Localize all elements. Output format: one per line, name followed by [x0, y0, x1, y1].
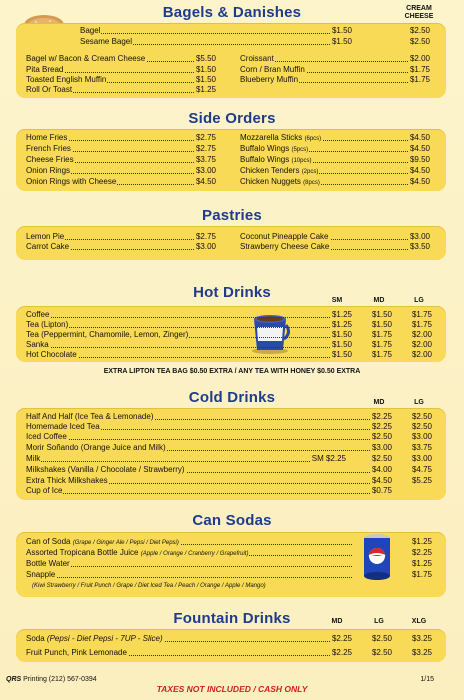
hot-sm-header: SM: [331, 297, 343, 304]
bottle-water-price: $1.25: [411, 559, 432, 568]
corn-muffin-row: Corn / Bran Muffin $1.75: [240, 65, 430, 74]
fruit-punch-lg-price: $2.50: [371, 648, 392, 657]
fountain-title: Fountain Drinks: [173, 610, 291, 627]
strawberry-cheesecake-row: Strawberry Cheese Cake $3.50: [240, 242, 430, 251]
milk-row: Milk SM $2.25: [26, 454, 346, 463]
fruit-punch-xlg-price: $3.25: [411, 648, 432, 657]
bagel-bacon-row: Bagel w/ Bacon & Cream Cheese $5.50: [26, 54, 216, 63]
hot-drinks-title: Hot Drinks: [193, 284, 271, 301]
iced-coffee-lg-price: $3.00: [411, 432, 432, 441]
milkshakes-lg-price: $4.75: [411, 465, 432, 474]
fruit-punch-row: Fruit Punch, Pink Lemonade $2.25: [26, 648, 352, 657]
lemon-pie-row: Lemon Pie $2.75: [26, 232, 216, 241]
coffee-row: Coffee $1.25: [26, 310, 352, 319]
chicken-tenders-row: Chicken Tenders (2pcs) $4.50: [240, 166, 430, 175]
pastries-title: Pastries: [202, 207, 262, 224]
snapple-row: Snapple: [26, 570, 352, 580]
hot-md-header: MD: [373, 297, 385, 304]
bagel-cream-price: $2.50: [409, 26, 430, 35]
hot-chocolate-row: Hot Chocolate $1.50: [26, 350, 352, 359]
bagels-title: Bagels & Danishes: [162, 4, 302, 21]
hot-chocolate-md-price: $1.75: [371, 350, 392, 359]
morir-sonando-row: Morir Soñando (Orange Juice and Milk) $3.00: [26, 443, 392, 452]
hot-chocolate-lg-price: $2.00: [411, 350, 432, 359]
fountain-md-header: MD: [331, 618, 343, 625]
iced-tea-lg-price: $2.50: [411, 422, 432, 431]
tea-lipton-row: Tea (Lipton) $1.25: [26, 320, 352, 329]
thick-milkshakes-row: Extra Thick Milkshakes $4.50: [26, 476, 392, 485]
bagel-row: Bagel $1.50: [80, 26, 352, 35]
cheese-fries-row: Cheese Fries $3.75: [26, 155, 216, 164]
milk-lg-price: $3.00: [411, 454, 432, 463]
tea-herbal-lg-price: $2.00: [411, 330, 432, 339]
cup-of-ice-row: Cup of Ice $0.75: [26, 486, 392, 495]
tropicana-row: Assorted Tropicana Bottle Juice (Apple / Orange / Cranberry / Grapefruit): [26, 548, 352, 558]
can-sodas-title: Can Sodas: [192, 512, 272, 529]
sesame-bagel-row: Sesame Bagel $1.50: [80, 37, 352, 46]
coffee-md-price: $1.50: [371, 310, 392, 319]
morir-sonando-lg-price: $3.75: [411, 443, 432, 452]
iced-tea-row: Homemade Iced Tea $2.25: [26, 422, 392, 431]
milk-md-price: $2.50: [371, 454, 392, 463]
sanka-md-price: $1.75: [371, 340, 392, 349]
half-and-half-lg-price: $2.50: [411, 412, 432, 421]
cold-lg-header: LG: [414, 399, 424, 406]
cold-md-header: MD: [373, 399, 385, 406]
snapple-price: $1.75: [411, 570, 432, 579]
cold-drinks-title: Cold Drinks: [188, 389, 276, 406]
english-muffin-row: Toasted English Muffin $1.50: [26, 75, 216, 84]
roll-toast-row: Roll Or Toast $1.25: [26, 85, 216, 94]
chicken-nuggets-row: Chicken Nuggets (8pcs) $4.50: [240, 177, 430, 186]
buffalo-wings-10-row: Buffalo Wings (10pcs) $9.50: [240, 155, 430, 164]
sesame-bagel-cream-price: $2.50: [409, 37, 430, 46]
hot-lg-header: LG: [414, 297, 424, 304]
buffalo-wings-5-row: Buffalo Wings (5pcs) $4.50: [240, 144, 430, 153]
tea-lipton-md-price: $1.50: [371, 320, 392, 329]
tea-lipton-lg-price: $1.75: [411, 320, 432, 329]
sanka-lg-price: $2.00: [411, 340, 432, 349]
onion-rings-row: Onion Rings $3.00: [26, 166, 216, 175]
carrot-cake-row: Carrot Cake $3.00: [26, 242, 216, 251]
fountain-lg-header: LG: [374, 618, 384, 625]
fountain-soda-row: Soda (Pepsi - Diet Pepsi - 7UP - Slice) $2.25: [26, 634, 352, 643]
onion-rings-cheese-row: Onion Rings with Cheese $4.50: [26, 177, 216, 186]
coffee-lg-price: $1.75: [411, 310, 432, 319]
milkshakes-row: Milkshakes (Vanilla / Chocolate / Strawberry) $4.00: [26, 465, 392, 474]
bottle-water-row: Bottle Water: [26, 559, 352, 569]
cream-cheese-header: CREAM CHEESE: [404, 5, 434, 20]
blueberry-muffin-row: Blueberry Muffin $1.75: [240, 75, 430, 84]
half-and-half-row: Half And Half (Ice Tea & Lemonade) $2.25: [26, 412, 392, 421]
printer-credit: QRS Printing (212) 567-0394: [6, 676, 97, 683]
page-number: 1/15: [420, 676, 434, 683]
mozzarella-sticks-row: Mozzarella Sticks (6pcs) $4.50: [240, 133, 430, 142]
fountain-soda-xlg-price: $3.25: [411, 634, 432, 643]
side-orders-title: Side Orders: [188, 110, 276, 127]
soda-can-image: [356, 532, 398, 582]
fountain-soda-lg-price: $2.50: [371, 634, 392, 643]
thick-milkshakes-lg-price: $5.25: [411, 476, 432, 485]
tea-herbal-row: Tea (Peppermint, Chamomile, Lemon, Zinger) $1.50: [26, 330, 352, 339]
iced-coffee-row: Iced Coffee $2.50: [26, 432, 392, 441]
home-fries-row: Home Fries $2.75: [26, 133, 216, 142]
sanka-row: Sanka $1.50: [26, 340, 352, 349]
hot-drinks-note: EXTRA LIPTON TEA BAG $0.50 EXTRA / ANY TEA WITH HONEY $0.50 EXTRA: [103, 368, 361, 375]
pita-bread-row: Pita Bread $1.50: [26, 65, 216, 74]
coconut-cake-row: Coconut Pineapple Cake $3.00: [240, 232, 430, 241]
snapple-flavors: (Kiwi Strawberry / Fruit Punch / Grape / Diet Iced Tea / Peach / Orange / Apple / Mango): [32, 583, 266, 589]
tropicana-price: $2.25: [411, 548, 432, 557]
printer-logo: QRS: [6, 676, 22, 683]
can-of-soda-row: Can of Soda (Grape / Ginger Ale / Pepsi / Diet Pepsi): [26, 537, 352, 547]
can-of-soda-price: $1.25: [411, 537, 432, 546]
croissant-row: Croissant $2.00: [240, 54, 430, 63]
fountain-xlg-header: XLG: [411, 618, 427, 625]
tax-cash-notice: TAXES NOT INCLUDED / CASH ONLY: [156, 684, 308, 694]
french-fries-row: French Fries $2.75: [26, 144, 216, 153]
tea-herbal-md-price: $1.75: [371, 330, 392, 339]
